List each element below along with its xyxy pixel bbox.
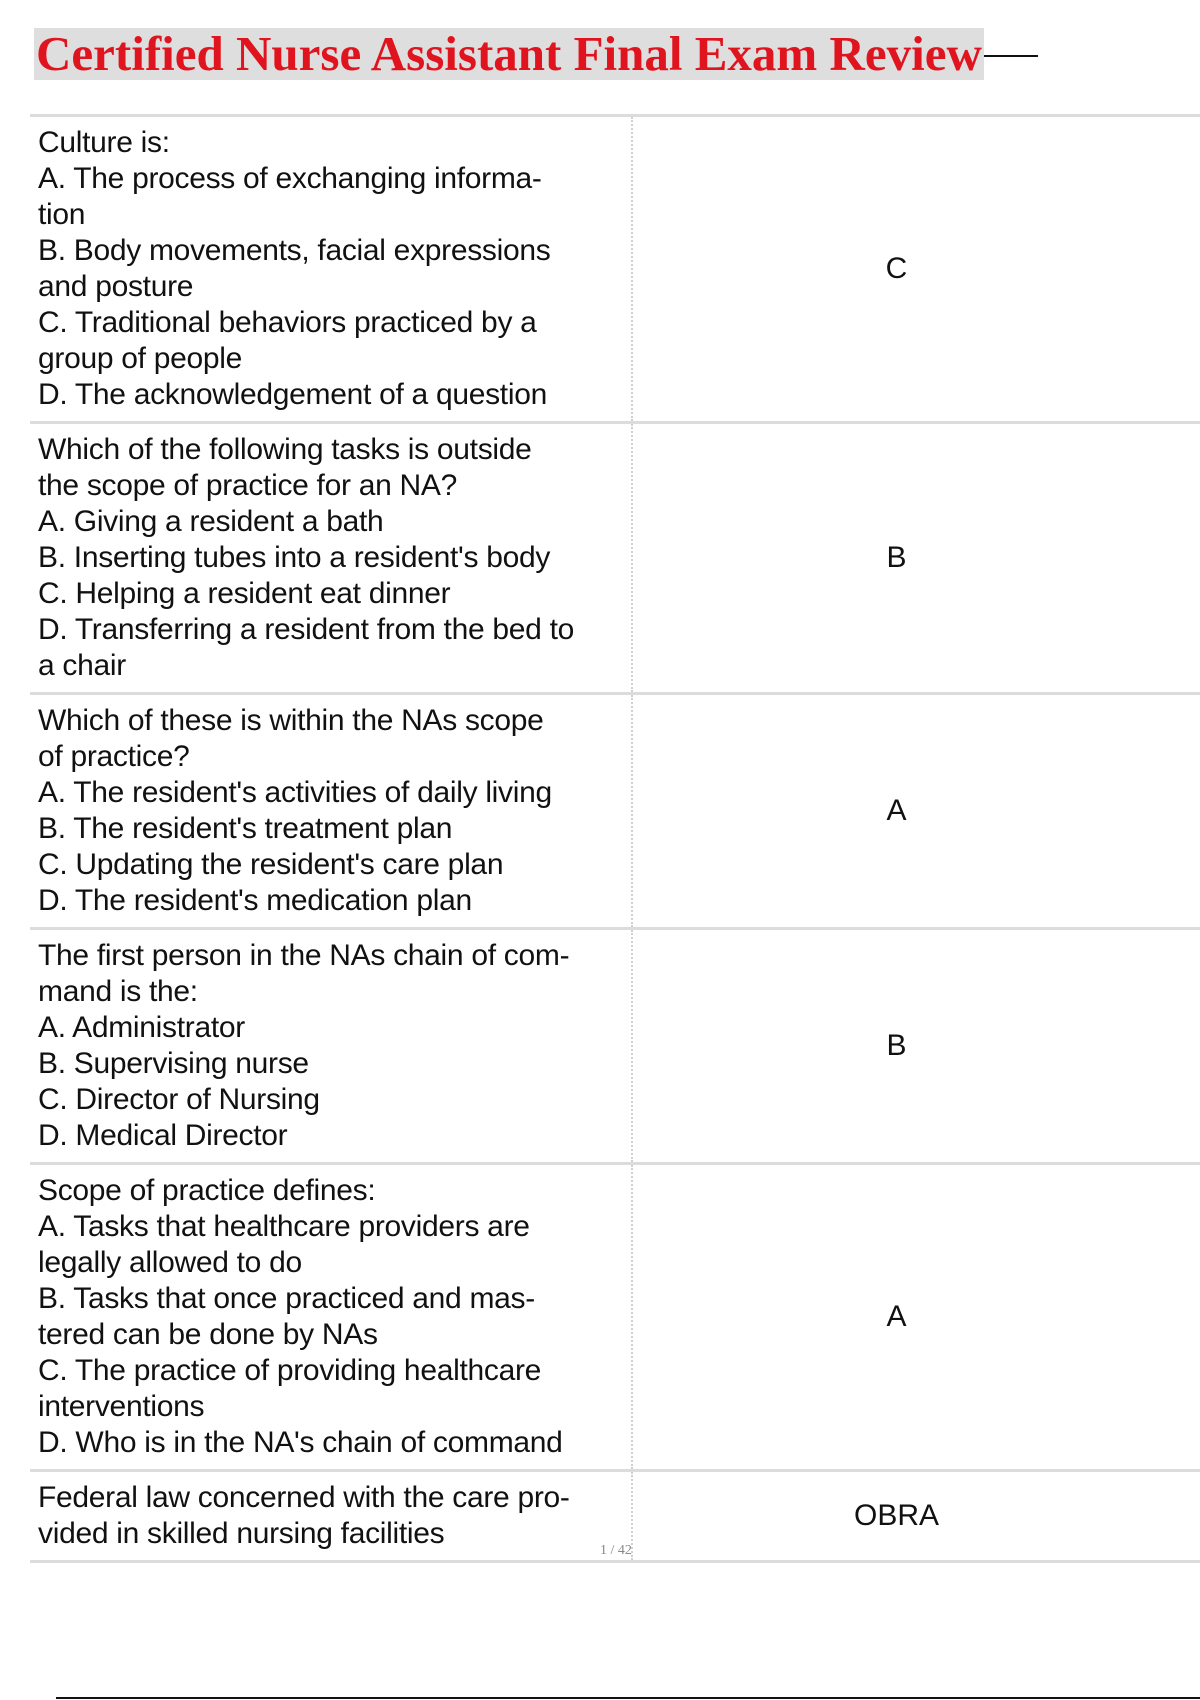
question-line: B. Body movements, facial expressions — [38, 234, 551, 267]
qa-row — [30, 1164, 1200, 1471]
page-title: Certified Nurse Assistant Final Exam Review — [36, 26, 982, 81]
question-line: Which of these is within the NAs scope — [38, 704, 544, 737]
question-cell — [30, 423, 632, 694]
question-line: B. The resident's treatment plan — [38, 812, 453, 845]
answer-cell: B — [632, 929, 1200, 1164]
answer-cell: OBRA — [632, 1471, 1200, 1562]
answer-cell: C — [632, 116, 1200, 423]
question-line: C. Helping a resident eat dinner — [38, 577, 451, 610]
question-line: A. Tasks that healthcare providers are — [38, 1210, 530, 1243]
question-line: D. Who is in the NA's chain of command — [38, 1426, 563, 1459]
question-line: B. Inserting tubes into a resident's body — [38, 541, 551, 574]
qa-table-body — [30, 116, 1200, 1562]
question-line: of practice? — [38, 740, 190, 773]
question-line: Culture is: — [38, 126, 170, 159]
question-line: tion — [38, 198, 86, 231]
question-cell — [30, 1164, 632, 1471]
question-line: and posture — [38, 270, 194, 303]
question-line: D. The resident's medication plan — [38, 884, 472, 917]
bottom-rule — [56, 1697, 1200, 1699]
question-line: Which of the following tasks is outside — [38, 433, 532, 466]
question-line: mand is the: — [38, 975, 198, 1008]
question-line: A. Administrator — [38, 1011, 245, 1044]
answer-cell: A — [632, 1164, 1200, 1471]
question-line: tered can be done by NAs — [38, 1318, 378, 1351]
question-line: C. Traditional behaviors practiced by a — [38, 306, 537, 339]
question-line: The first person in the NAs chain of com- — [38, 939, 570, 972]
question-line: A. The resident's activities of daily living — [38, 776, 552, 809]
title-underline-dash — [984, 55, 1038, 57]
qa-table — [30, 114, 1200, 1563]
question-line: A. Giving a resident a bath — [38, 505, 384, 538]
question-cell — [30, 116, 632, 423]
question-line: A. The process of exchanging informa- — [38, 162, 542, 195]
question-line: D. The acknowledgement of a question — [38, 378, 547, 411]
qa-row — [30, 423, 1200, 694]
question-line: D. Transferring a resident from the bed to — [38, 613, 574, 646]
question-line: the scope of practice for an NA? — [38, 469, 457, 502]
question-line: D. Medical Director — [38, 1119, 288, 1152]
qa-row — [30, 694, 1200, 929]
title-block — [34, 28, 1038, 80]
question-line: legally allowed to do — [38, 1246, 302, 1279]
question-line: Federal law concerned with the care pro- — [38, 1481, 570, 1514]
question-line: interventions — [38, 1390, 205, 1423]
question-line: C. Updating the resident's care plan — [38, 848, 504, 881]
question-line: B. Supervising nurse — [38, 1047, 309, 1080]
question-line: vided in skilled nursing facilities — [38, 1517, 445, 1550]
answer-cell: A — [632, 694, 1200, 929]
page-number: 1 / 42 — [600, 1543, 632, 1558]
question-line: B. Tasks that once practiced and mas- — [38, 1282, 535, 1315]
question-line: a chair — [38, 649, 126, 682]
question-cell — [30, 694, 632, 929]
question-line: group of people — [38, 342, 243, 375]
qa-row — [30, 929, 1200, 1164]
question-line: Scope of practice defines: — [38, 1174, 376, 1207]
question-cell — [30, 1471, 632, 1562]
question-cell — [30, 929, 632, 1164]
qa-row — [30, 116, 1200, 423]
question-line: C. The practice of providing healthcare — [38, 1354, 542, 1387]
answer-cell: B — [632, 423, 1200, 694]
question-line: C. Director of Nursing — [38, 1083, 320, 1116]
